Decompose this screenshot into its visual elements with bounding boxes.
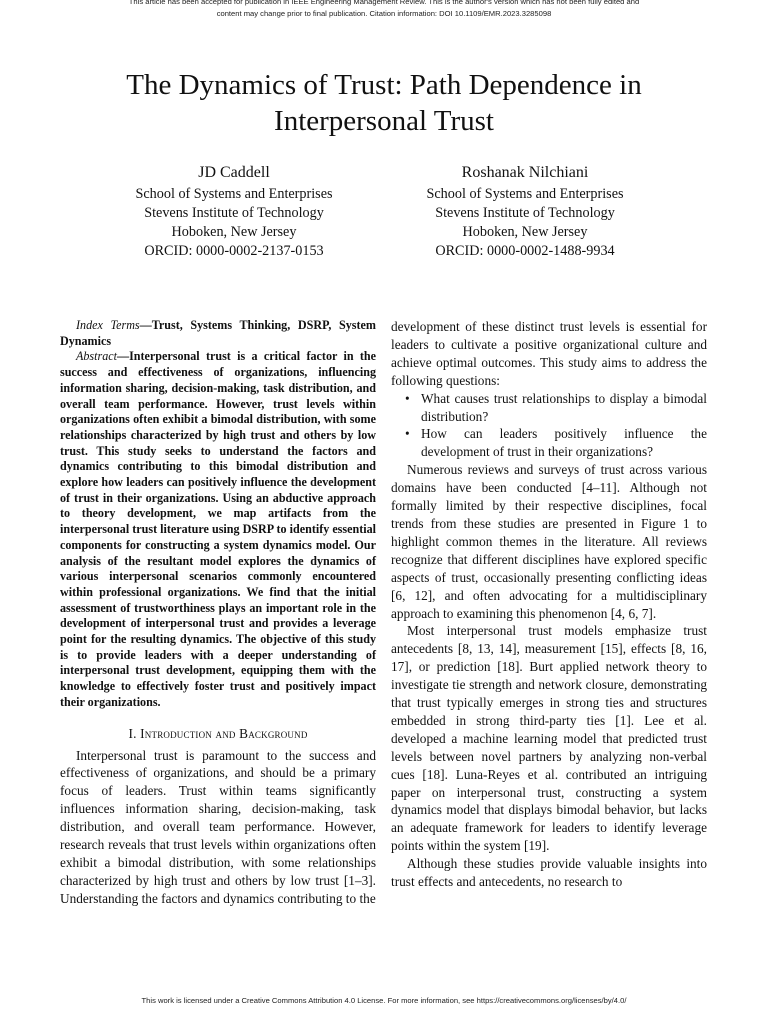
- abstract: [60, 349, 376, 710]
- bullet-icon: •: [405, 426, 410, 442]
- index-terms: [60, 318, 376, 349]
- index-terms-text: —Trust, Systems Thinking, DSRP, System Dynamics: [60, 318, 376, 348]
- publication-notice-line2: content may change prior to final publication. Citation information: DOI 10.1109/EMR.2023.3285098: [216, 9, 552, 18]
- publication-notice-line1: This article has been accepted for publication in IEEE Engineering Management Review. This is the author's version which has not been fully edited and: [128, 0, 640, 6]
- author-orcid: ORCID: 0000-0002-1488-9934: [435, 243, 615, 259]
- abstract-label: Abstract: [76, 349, 117, 364]
- left-column: [60, 318, 376, 908]
- section-title: Introduction and Background: [140, 725, 308, 741]
- index-terms-label: Index Terms: [76, 318, 140, 332]
- section-heading: [60, 725, 376, 743]
- author-school: School of Systems and Enterprises: [426, 186, 624, 202]
- intro-paragraph: Interpersonal trust is paramount to the success and effectiveness of organizations, and should be a primary focus of leaders. Trust within teams significantly influences information sharing, decision-making, task distribution, and overall team performance. However, research reveals that trust levels within organizations often exhibit a bimodal distribution, with some relationships characterized by high trust and others by low trust [1–3]. Understanding the factors and dynamics contributing to the: [60, 747, 376, 906]
- continuation-paragraph: development of these distinct trust levels is essential for leaders to cultivate a positive organizational culture and achieve optimal outcomes. This study aims to address the following questions:: [391, 319, 707, 388]
- gap-paragraph: Although these studies provide valuable insights into trust effects and antecedents, no research to: [391, 856, 707, 890]
- bullet-icon: •: [405, 390, 410, 406]
- author-block-1: [84, 163, 384, 261]
- abstract-text: —Interpersonal trust is a critical factor in the success and effectiveness of organizations, influencing information sharing, decision-making, task distribution, and overall team performance. However, trust levels within organizations often exhibit a bimodal distribution, with some relationships characterized by high trust and others by low trust. This study seeks to understand the factors and dynamics contributing to this bimodal distribution and explore how leaders can positively influence the development of trust in their organizations. Using an abductive approach to theory development, we map artifacts from the interpersonal trust literature using DSRP to identify essential components for constructing a system dynamics model. Our analysis of the resultant model explores the dynamics of various interpersonal scenarios commonly encountered within professional organizations. We find that the initial assessment of trustworthiness plays an important role in the development of interpersonal trust and provides a leverage point for the resulting dynamics. The objective of this study is to provide leaders with a deeper understanding of interpersonal trust development, equipping them with the knowledge to effectively foster trust and positively impact their organizations.: [60, 349, 376, 709]
- publication-notice: [0, 0, 768, 20]
- list-item: [405, 390, 707, 426]
- question-text: What causes trust relationships to display a bimodal distribution?: [421, 390, 707, 424]
- author-block-2: [375, 163, 675, 261]
- author-location: Hoboken, New Jersey: [171, 224, 297, 240]
- reviews-paragraph: Numerous reviews and surveys of trust across various domains have been conducted [4–11]. Although not formally limited by their respective disciplines, focal trends from these studies are presented in Figure 1 to highlight common themes in the literature. All reviews recognize that different disciplines have explored specific aspects of trust, occasionally presenting conflicting ideas [6, 12], and often advocating for a multidisciplinary approach to examining this phenomenon [4, 6, 7].: [391, 462, 707, 621]
- paper-title-line2: Interpersonal Trust: [274, 105, 494, 137]
- author-institute: Stevens Institute of Technology: [144, 205, 324, 221]
- author-institute: Stevens Institute of Technology: [435, 205, 615, 221]
- license-notice: This work is licensed under a Creative Commons Attribution 4.0 License. For more information, see https://creativecommons.org/licenses/by/4.0/: [141, 996, 627, 1005]
- models-paragraph: Most interpersonal trust models emphasize trust antecedents [8, 13, 14], measurement [15], effects [8, 16, 17], or prediction [18]. Burt applied network theory to investigate tie strength and network closure, demonstrating that trust typically emerges in strong ties and structures embedded in strong third-party ties [1]. Lee et al. developed a machine learning model that predicted trust levels between novel partners by analyzing non-verbal cues [18]. Luna-Reyes et al. contributed an intriguing paper on interpersonal trust, constructing a system dynamics model that displays bimodal behavior, but lacks an adequate framework for leaders to identify leverage points within the system [19].: [391, 623, 707, 854]
- section-number: I.: [128, 725, 137, 741]
- paper-title: [60, 67, 708, 139]
- author-orcid: ORCID: 0000-0002-2137-0153: [144, 243, 324, 259]
- question-text: How can leaders positively influence the development of trust in their organizations?: [421, 426, 707, 460]
- author-location: Hoboken, New Jersey: [462, 224, 588, 240]
- list-item: [405, 425, 707, 461]
- author-school: School of Systems and Enterprises: [135, 186, 333, 202]
- author-name: JD Caddell: [198, 164, 270, 181]
- author-name: Roshanak Nilchiani: [461, 164, 589, 181]
- right-column: [391, 318, 707, 891]
- paper-title-line1: The Dynamics of Trust: Path Dependence in: [126, 69, 642, 101]
- research-questions: [391, 390, 707, 462]
